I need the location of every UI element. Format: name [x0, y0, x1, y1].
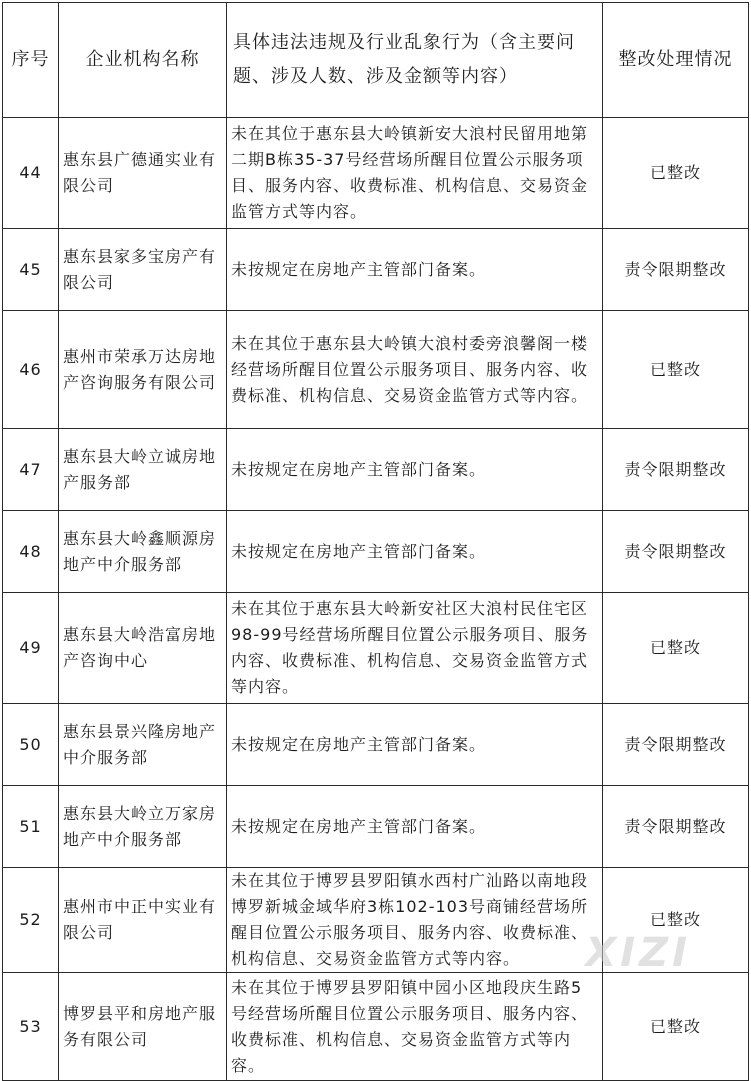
watermark-logo: XIZI [585, 930, 691, 976]
company-name: 博罗县平和房地产服务有限公司 [59, 973, 227, 1081]
violation-description: 未按规定在房地产主管部门备案。 [227, 704, 603, 786]
table-row [3, 704, 749, 786]
table-row [3, 868, 749, 973]
table-row [3, 429, 749, 511]
violation-description: 未按规定在房地产主管部门备案。 [227, 511, 603, 593]
violation-description: 未在其位于惠东县大岭新安社区大浪村民住宅区98-99号经营场所醒目位置公示服务项目、服务内容、收费标准、机构信息、交易资金监管方式等内容。 [227, 593, 603, 704]
rectification-status: 已整改 [603, 118, 749, 229]
row-number: 53 [3, 973, 59, 1081]
table-row [3, 118, 749, 229]
violations-table [2, 2, 749, 1081]
rectification-status: 责令限期整改 [603, 229, 749, 311]
header-violation-description: 具体违法违规及行业乱象行为（含主要问题、涉及人数、涉及金额等内容） [227, 3, 603, 118]
header-rectification-status: 整改处理情况 [603, 3, 749, 118]
table-row [3, 593, 749, 704]
table-row [3, 786, 749, 868]
rectification-status: 责令限期整改 [603, 786, 749, 868]
company-name: 惠东县家多宝房产有限公司 [59, 229, 227, 311]
rectification-status: 已整改 [603, 311, 749, 429]
rectification-status: 已整改 [603, 868, 749, 973]
table-row [3, 229, 749, 311]
violation-description: 未在其位于博罗县罗阳镇中园小区地段庆生路5号经营场所醒目位置公示服务项目、服务内容、收费标准、机构信息、交易资金监管方式等内容。 [227, 973, 603, 1081]
violation-description: 未在其位于惠东县大岭镇新安大浪村民留用地第二期B栋35-37号经营场所醒目位置公示服务项目、服务内容、收费标准、机构信息、交易资金监管方式等内容。 [227, 118, 603, 229]
table-row [3, 311, 749, 429]
row-number: 52 [3, 868, 59, 973]
row-number: 51 [3, 786, 59, 868]
row-number: 44 [3, 118, 59, 229]
rectification-status: 责令限期整改 [603, 511, 749, 593]
row-number: 45 [3, 229, 59, 311]
violation-description: 未在其位于博罗县罗阳镇水西村广汕路以南地段博罗新城金域华府3栋102-103号商铺经营场所醒目位置公示服务项目、服务内容、收费标准、机构信息、交易资金监管方式等内容。 [227, 868, 603, 973]
rectification-status: 责令限期整改 [603, 429, 749, 511]
company-name: 惠州市中正中实业有限公司 [59, 868, 227, 973]
company-name: 惠东县景兴隆房地产中介服务部 [59, 704, 227, 786]
company-name: 惠东县大岭鑫顺源房地产中介服务部 [59, 511, 227, 593]
row-number: 50 [3, 704, 59, 786]
rectification-status: 已整改 [603, 593, 749, 704]
row-number: 47 [3, 429, 59, 511]
row-number: 49 [3, 593, 59, 704]
header-company-name: 企业机构名称 [59, 3, 227, 118]
table-row [3, 511, 749, 593]
company-name: 惠东县大岭立诚房地产服务部 [59, 429, 227, 511]
row-number: 48 [3, 511, 59, 593]
rectification-status: 责令限期整改 [603, 704, 749, 786]
rectification-status: 已整改 [603, 973, 749, 1081]
company-name: 惠东县大岭浩富房地产咨询中心 [59, 593, 227, 704]
header-number: 序号 [3, 3, 59, 118]
violation-description: 未按规定在房地产主管部门备案。 [227, 786, 603, 868]
violation-description: 未按规定在房地产主管部门备案。 [227, 229, 603, 311]
violation-description: 未按规定在房地产主管部门备案。 [227, 429, 603, 511]
company-name: 惠东县大岭立万家房地产中介服务部 [59, 786, 227, 868]
row-number: 46 [3, 311, 59, 429]
company-name: 惠东县广德通实业有限公司 [59, 118, 227, 229]
company-name: 惠州市荣承万达房地产咨询服务有限公司 [59, 311, 227, 429]
header-row [3, 3, 749, 118]
table-row [3, 973, 749, 1081]
violation-description: 未在其位于惠东县大岭镇大浪村委旁浪馨阁一楼经营场所醒目位置公示服务项目、服务内容、收费标准、机构信息、交易资金监管方式等内容。 [227, 311, 603, 429]
